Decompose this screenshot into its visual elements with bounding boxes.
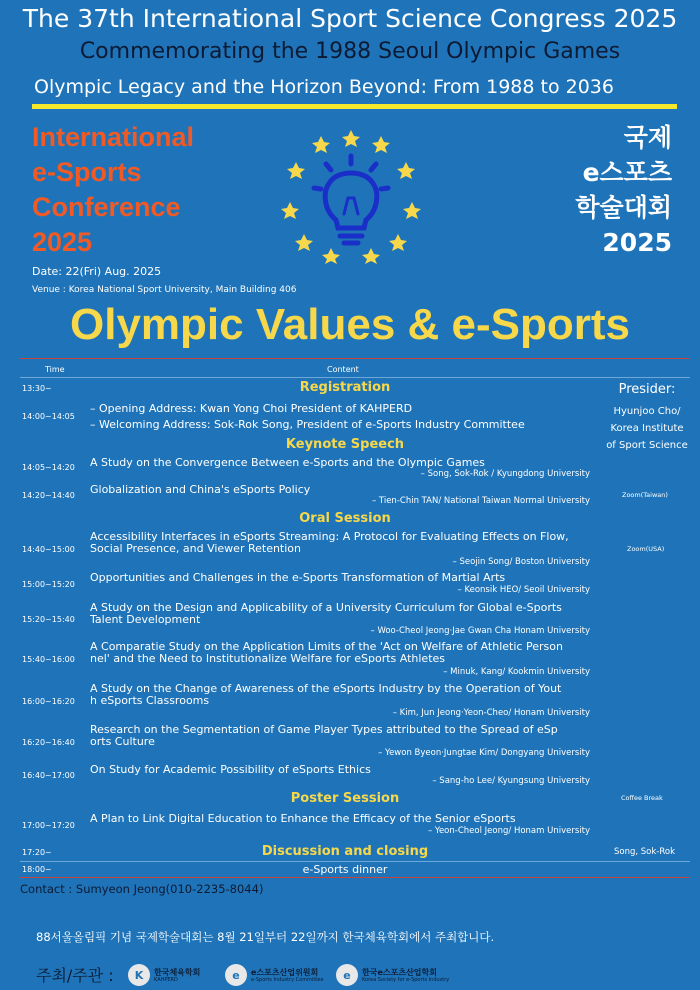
dinner-divider: [20, 861, 690, 862]
logo-name: e스포츠산업위원회: [251, 967, 319, 977]
conference-name-korean: [575, 120, 672, 260]
logo-subname: KAHPERD: [154, 976, 178, 983]
poster-session-label: Poster Session: [290, 791, 400, 806]
session-time: 16:20~16:40: [22, 738, 75, 747]
dinner-label: e-Sports dinner: [302, 863, 388, 876]
host-label: 주최/주관 :: [36, 966, 114, 985]
korean-line: 국제: [623, 123, 672, 152]
kahperd-logo: [128, 963, 200, 987]
conference-name-line: 2025: [32, 227, 93, 257]
presider-label: Presider:: [618, 382, 676, 397]
talk-title: Talent Development: [90, 613, 201, 626]
talk-author: – Yewon Byeon·Jungtae Kim/ Dongyang University: [378, 748, 590, 758]
talk-title: A Study on the Change of Awareness of the eSports Industry by the Operation of Yout: [90, 682, 562, 695]
table-bottom-divider: [20, 877, 690, 878]
keynote-label: Keynote Speech: [285, 437, 405, 452]
poster-author: – Yeon-Cheol Jeong/ Honam University: [427, 826, 590, 836]
session-time: 16:00~16:20: [22, 697, 75, 706]
conference-name: [32, 120, 194, 260]
logo-name: 한국e스포츠산업학회: [362, 967, 437, 977]
talk-author: – Tien-Chin TAN/ National Taiwan Normal University: [371, 496, 590, 506]
congress-title: The 37th International Sport Science Congress 2025: [22, 4, 678, 33]
congress-theme: Olympic Legacy and the Horizon Beyond: From 1988 to 2036: [34, 76, 614, 98]
talk-author: – Keonsik HEO/ Seoil University: [457, 585, 590, 595]
talk-title: Social Presence, and Viewer Retention: [90, 542, 301, 555]
conference-name-line: e-Sports: [32, 157, 142, 187]
table-top-divider: [20, 358, 690, 359]
conference-name-line: Conference: [32, 192, 181, 222]
session-time: 17:00~17:20: [22, 821, 75, 830]
talk-title: h eSports Classrooms: [90, 694, 210, 707]
presider-name-line: of Sport Science: [606, 440, 688, 451]
zoom-note: Zoom(USA): [627, 545, 665, 553]
logo-subname: Korea Society for e-Sports Industry: [362, 976, 450, 983]
talk-author: – Song, Sok-Rok / Kyungdong University: [420, 469, 590, 479]
lightbulb-stars-icon: [276, 122, 426, 264]
session-time: 16:40~17:00: [22, 771, 75, 780]
theme-underline: [32, 104, 677, 109]
esports-committee-logo: [225, 963, 323, 987]
korean-line: e스포츠: [582, 158, 672, 187]
talk-author: – Sang-ho Lee/ Kyungsung University: [432, 776, 590, 786]
talk-title: Research on the Segmentation of Game Player Types attributed to the Spread of eSp: [90, 723, 558, 736]
zoom-note: Zoom(Taiwan): [622, 491, 668, 499]
oral-session-label: Oral Session: [299, 511, 391, 526]
contact-info: Contact : Sumyeon Jeong(010-2235-8044): [20, 882, 264, 896]
event-notice: 88서울올림픽 기념 국제학술대회는 8월 21일부터 22일까지 한국체육학회에서 주최합니다.: [36, 930, 495, 944]
closing-label: Discussion and closing: [261, 844, 429, 859]
conference-name-line: International: [32, 122, 195, 152]
talk-title: orts Culture: [90, 735, 155, 748]
talk-author: – Minuk, Kang/ Kookmin University: [443, 667, 590, 677]
closing-note: Song, Sok-Rok: [614, 847, 676, 857]
talk-title: nel' and the Need to Institutionalize Welfare for eSports Athletes: [90, 652, 446, 665]
coffee-break-note: Coffee Break: [621, 794, 663, 802]
talk-author: – Kim, Jun Jeong·Yeon-Cheo/ Honam University: [392, 708, 590, 718]
presider-name: [600, 403, 694, 454]
presider-name-line: Hyunjoo Cho/: [613, 406, 681, 417]
talk-title: A Study on the Design and Applicability of a University Curriculum for Global e-Sports: [90, 601, 562, 614]
talk-title: Opportunities and Challenges in the e-Sports Transformation of Martial Arts: [90, 571, 506, 584]
esports-society-logo: [336, 963, 449, 987]
talk-author: – Seojin Song/ Boston University: [452, 557, 590, 567]
session-time: 14:20~14:40: [22, 491, 75, 500]
session-time: 15:00~15:20: [22, 580, 75, 589]
welcoming-address: – Welcoming Address: Sok-Rok Song, President of e-Sports Industry Committee: [90, 418, 525, 431]
logo-subname: e-Sports Industry Committee: [251, 976, 324, 983]
registration-label: Registration: [299, 380, 391, 395]
session-time: 13:30~: [22, 384, 52, 393]
opening-address: – Opening Address: Kwan Yong Choi President of KAHPERD: [90, 402, 413, 415]
committee-emblem-icon: e: [225, 964, 247, 986]
session-time: 18:00~: [22, 865, 52, 874]
table-header-divider: [20, 377, 690, 378]
congress-subtitle: Commemorating the 1988 Seoul Olympic Games: [79, 39, 621, 64]
logo-name: 한국체육학회: [154, 967, 201, 977]
content-column-header: Content: [327, 365, 359, 374]
time-column-header: Time: [45, 365, 65, 374]
talk-author: – Woo-Cheol Jeong·Jae Gwan Cha Honam University: [370, 626, 590, 636]
talk-title: A Study on the Convergence Between e-Sports and the Olympic Games: [90, 456, 485, 469]
poster-title: A Plan to Link Digital Education to Enhance the Efficacy of the Senior eSports: [90, 812, 516, 825]
korean-line: 2025: [602, 228, 672, 257]
session-time: 14:00~14:05: [22, 412, 75, 421]
korean-line: 학술대회: [575, 193, 672, 222]
session-time: 17:20~: [22, 848, 52, 857]
talk-title: Accessibility Interfaces in eSports Streaming: A Protocol for Evaluating Effects on Flow,: [90, 530, 569, 543]
conference-date: Date: 22(Fri) Aug. 2025: [32, 265, 162, 278]
session-time: 14:05~14:20: [22, 463, 75, 472]
session-time: 14:40~15:00: [22, 545, 75, 554]
session-time: 15:20~15:40: [22, 615, 75, 624]
talk-title: Globalization and China's eSports Policy: [90, 483, 311, 496]
kahperd-emblem-icon: K: [128, 964, 150, 986]
society-emblem-icon: e: [336, 964, 358, 986]
talk-title: On Study for Academic Possibility of eSports Ethics: [90, 763, 371, 776]
main-title: Olympic Values & e-Sports: [70, 300, 630, 349]
presider-name-line: Korea Institute: [610, 423, 684, 434]
talk-title: A Comparatie Study on the Application Limits of the 'Act on Welfare of Athletic Person: [90, 640, 563, 653]
session-time: 15:40~16:00: [22, 655, 75, 664]
conference-venue: Venue : Korea National Sport University, Main Building 406: [32, 285, 297, 295]
